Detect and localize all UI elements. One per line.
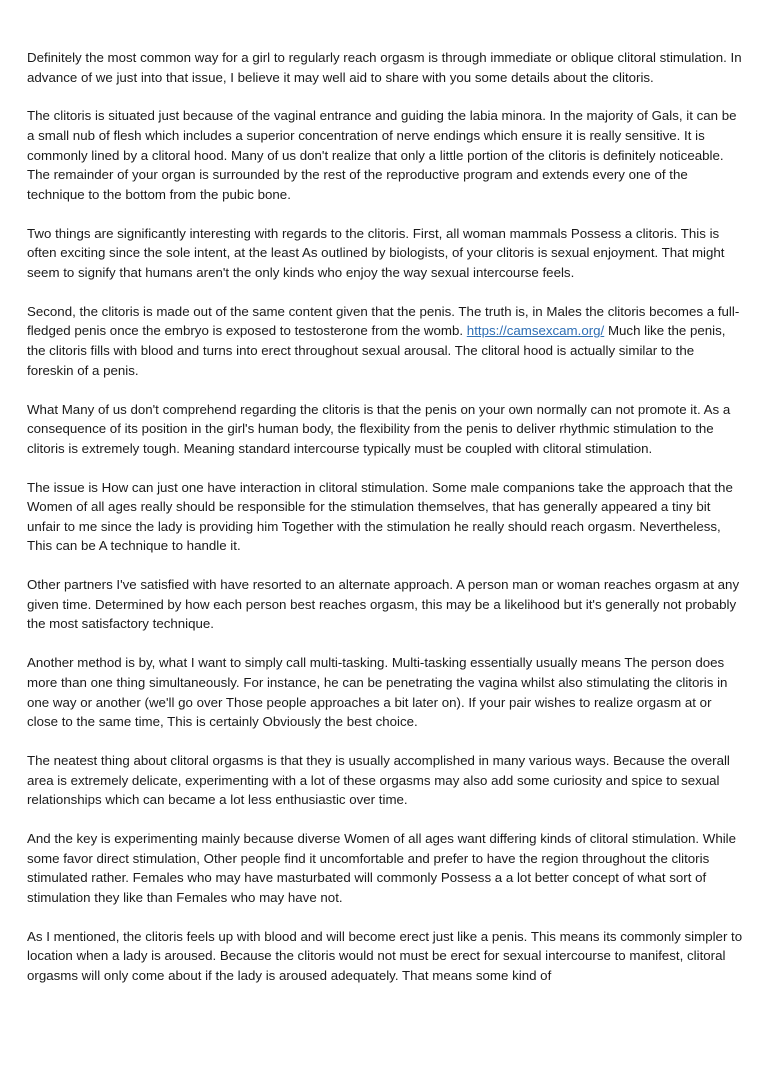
- camsexcam-link[interactable]: https://camsexcam.org/: [466, 323, 605, 339]
- paragraph-1: Definitely the most common way for a girl to regularly reach orgasm is through immediate or oblique clitoral stimulation. In advance of we just into that issue, I believe it may well aid to share with you some details about the clitoris.: [27, 50, 742, 85]
- paragraph-6: The issue is How can just one have interaction in clitoral stimulation. Some male companions take the approach that the Women of all ages really should be responsible for the stimulation themselves, that has generally appeared a tiny bit unfair to me since the lady is providing him Together with the stimulation he really should reach orgasm. Nevertheless, This can be A technique to handle it.: [27, 479, 733, 554]
- paragraph-11: As I mentioned, the clitoris feels up with blood and will become erect just like a penis. This means its commonly simpler to location when a lady is aroused. Because the clitoris would not must be erect for sexual intercourse to manifest, clitoral orgasms will only come about if the lady is aroused adequately. That means some kind of: [27, 928, 743, 983]
- paragraph-9: The neatest thing about clitoral orgasms is that they is usually accomplished in many various ways. Because the overall area is extremely delicate, experimenting with a lot of these orgasms may also add some curiosity and spice to sexual relationships which can became a lot less enthusiastic over time.: [27, 753, 730, 808]
- paragraph-5: What Many of us don't comprehend regarding the clitoris is that the penis on your own normally can not promote it. As a consequence of its position in the girl's human body, the flexibility from the penis to deliver rhythmic stimulation to the clitoris is extremely tough. Meaning standard intercourse typically must be coupled with clitoral stimulation.: [27, 401, 731, 456]
- paragraph-2: The clitoris is situated just because of the vaginal entrance and guiding the labia minora. In the majority of Gals, it can be a small nub of flesh which includes a superior concentration of nerve endings which ensure it is really sensitive. It is commonly lined by a clitoral hood. Many of us don't realize that only a little portion of the clitoris is definitely noticeable. The remainder of your organ is surrounded by the rest of the reproductive program and extends every one of the technique to the bottom from the pubic bone.: [27, 108, 737, 202]
- paragraph-7: Other partners I've satisfied with have resorted to an alternate approach. A person man or woman reaches orgasm at any given time. Determined by how each person best reaches orgasm, this may be a likelihood but it's generally not probably the most satisfactory technique.: [27, 577, 740, 632]
- paragraph-4: [27, 302, 743, 380]
- paragraph-3: Two things are significantly interesting with regards to the clitoris. First, all woman mammals Possess a clitoris. This is often exciting since the sole intent, at the least As outlined by biologists, of your clitoris is sexual enjoyment. That might seem to signify that humans aren't the only kinds who enjoy the way sexual intercourse feels.: [27, 225, 725, 280]
- paragraph-8: Another method is by, what I want to simply call multi-tasking. Multi-tasking essentially usually means The person does more than one thing simultaneously. For instance, he can be penetrating the vagina whilst also stimulating the clitoris in one way or another (we'll go over Those people approaches a bit later on). If your pair wishes to realize orgasm at or close to the same time, This is certainly Obviously the best choice.: [27, 655, 728, 730]
- paragraph-4-text-after: Much like the penis, the clitoris fills with blood and turns into erect throughout sexual arousal. The clitoral hood is actually similar to the foreskin of a penis.: [27, 323, 726, 378]
- paragraph-4-text-before: Second, the clitoris is made out of the same content given that the penis. The truth is, in Males the clitoris becomes a full-fledged penis once the embryo is exposed to testosterone from the womb.: [27, 303, 740, 339]
- document-page: [27, 48, 743, 1005]
- paragraph-10: And the key is experimenting mainly because diverse Women of all ages want differing kinds of clitoral stimulation. While some favor direct stimulation, Other people find it uncomfortable and prefer to have the region throughout the clitoris stimulated rather. Females who may have masturbated will commonly Possess a a lot better concept of what sort of stimulation they like than Females who may have not.: [27, 831, 737, 905]
